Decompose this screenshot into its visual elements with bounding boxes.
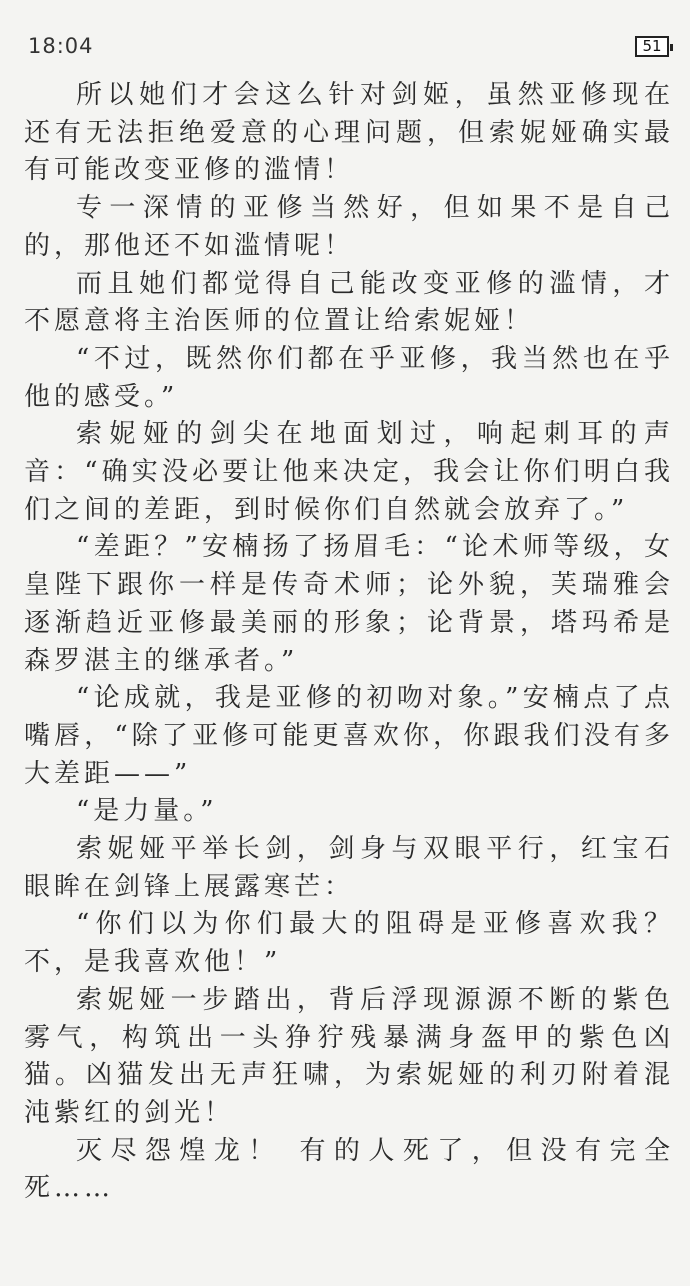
paragraph: 索妮娅的剑尖在地面划过，响起刺耳的声音：“确实没必要让他来决定，我会让你们明白我们之间的差距，到时候你们自然就会放弃了。” bbox=[24, 419, 674, 525]
status-bar bbox=[0, 0, 690, 80]
paragraph: “不过，既然你们都在乎亚修，我当然也在乎他的感受。” bbox=[24, 343, 674, 412]
paragraph: “差距？”安楠扬了扬眉毛：“论术师等级，女皇陛下跟你一样是传奇术师；论外貌，芙瑞雅会逐渐趋近亚修最美丽的形象；论背景，塔玛希是森罗湛主的继承者。” bbox=[24, 532, 674, 676]
paragraph: 灭尽怨煌龙！ 有的人死了，但没有完全死…… bbox=[24, 1135, 674, 1204]
clock: 18:04 bbox=[28, 34, 94, 58]
paragraph: “你们以为你们最大的阻碍是亚修喜欢我？不，是我喜欢他！” bbox=[24, 909, 674, 978]
paragraph: 专一深情的亚修当然好，但如果不是自己的，那他还不如滥情呢！ bbox=[24, 193, 674, 261]
paragraph: 所以她们才会这么针对剑姬，虽然亚修现在还有无法拒绝爱意的心理问题，但索妮娅确实最有可能改变亚修的滥情！ bbox=[24, 80, 674, 186]
paragraph: 而且她们都觉得自己能改变亚修的滥情，才不愿意将主治医师的位置让给索妮娅！ bbox=[24, 268, 674, 337]
paragraph: “是力量。” bbox=[76, 796, 218, 827]
battery-level: 51 bbox=[642, 37, 662, 55]
paragraph: 索妮娅平举长剑，剑身与双眼平行，红宝石眼眸在剑锋上展露寒芒： bbox=[24, 834, 674, 902]
paragraph: 索妮娅一步踏出，背后浮现源源不断的紫色雾气，构筑出一头狰狞残暴满身盔甲的紫色凶猫。凶猫发出无声狂啸，为索妮娅的利刃附着混沌紫红的剑光！ bbox=[24, 984, 674, 1128]
battery-icon bbox=[635, 36, 669, 57]
paragraph: “论成就，我是亚修的初吻对象。”安楠点了点嘴唇，“除了亚修可能更喜欢你，你跟我们没有多大差距——” bbox=[24, 683, 674, 789]
battery-nub bbox=[670, 44, 673, 51]
reader-content[interactable] bbox=[24, 77, 674, 1208]
